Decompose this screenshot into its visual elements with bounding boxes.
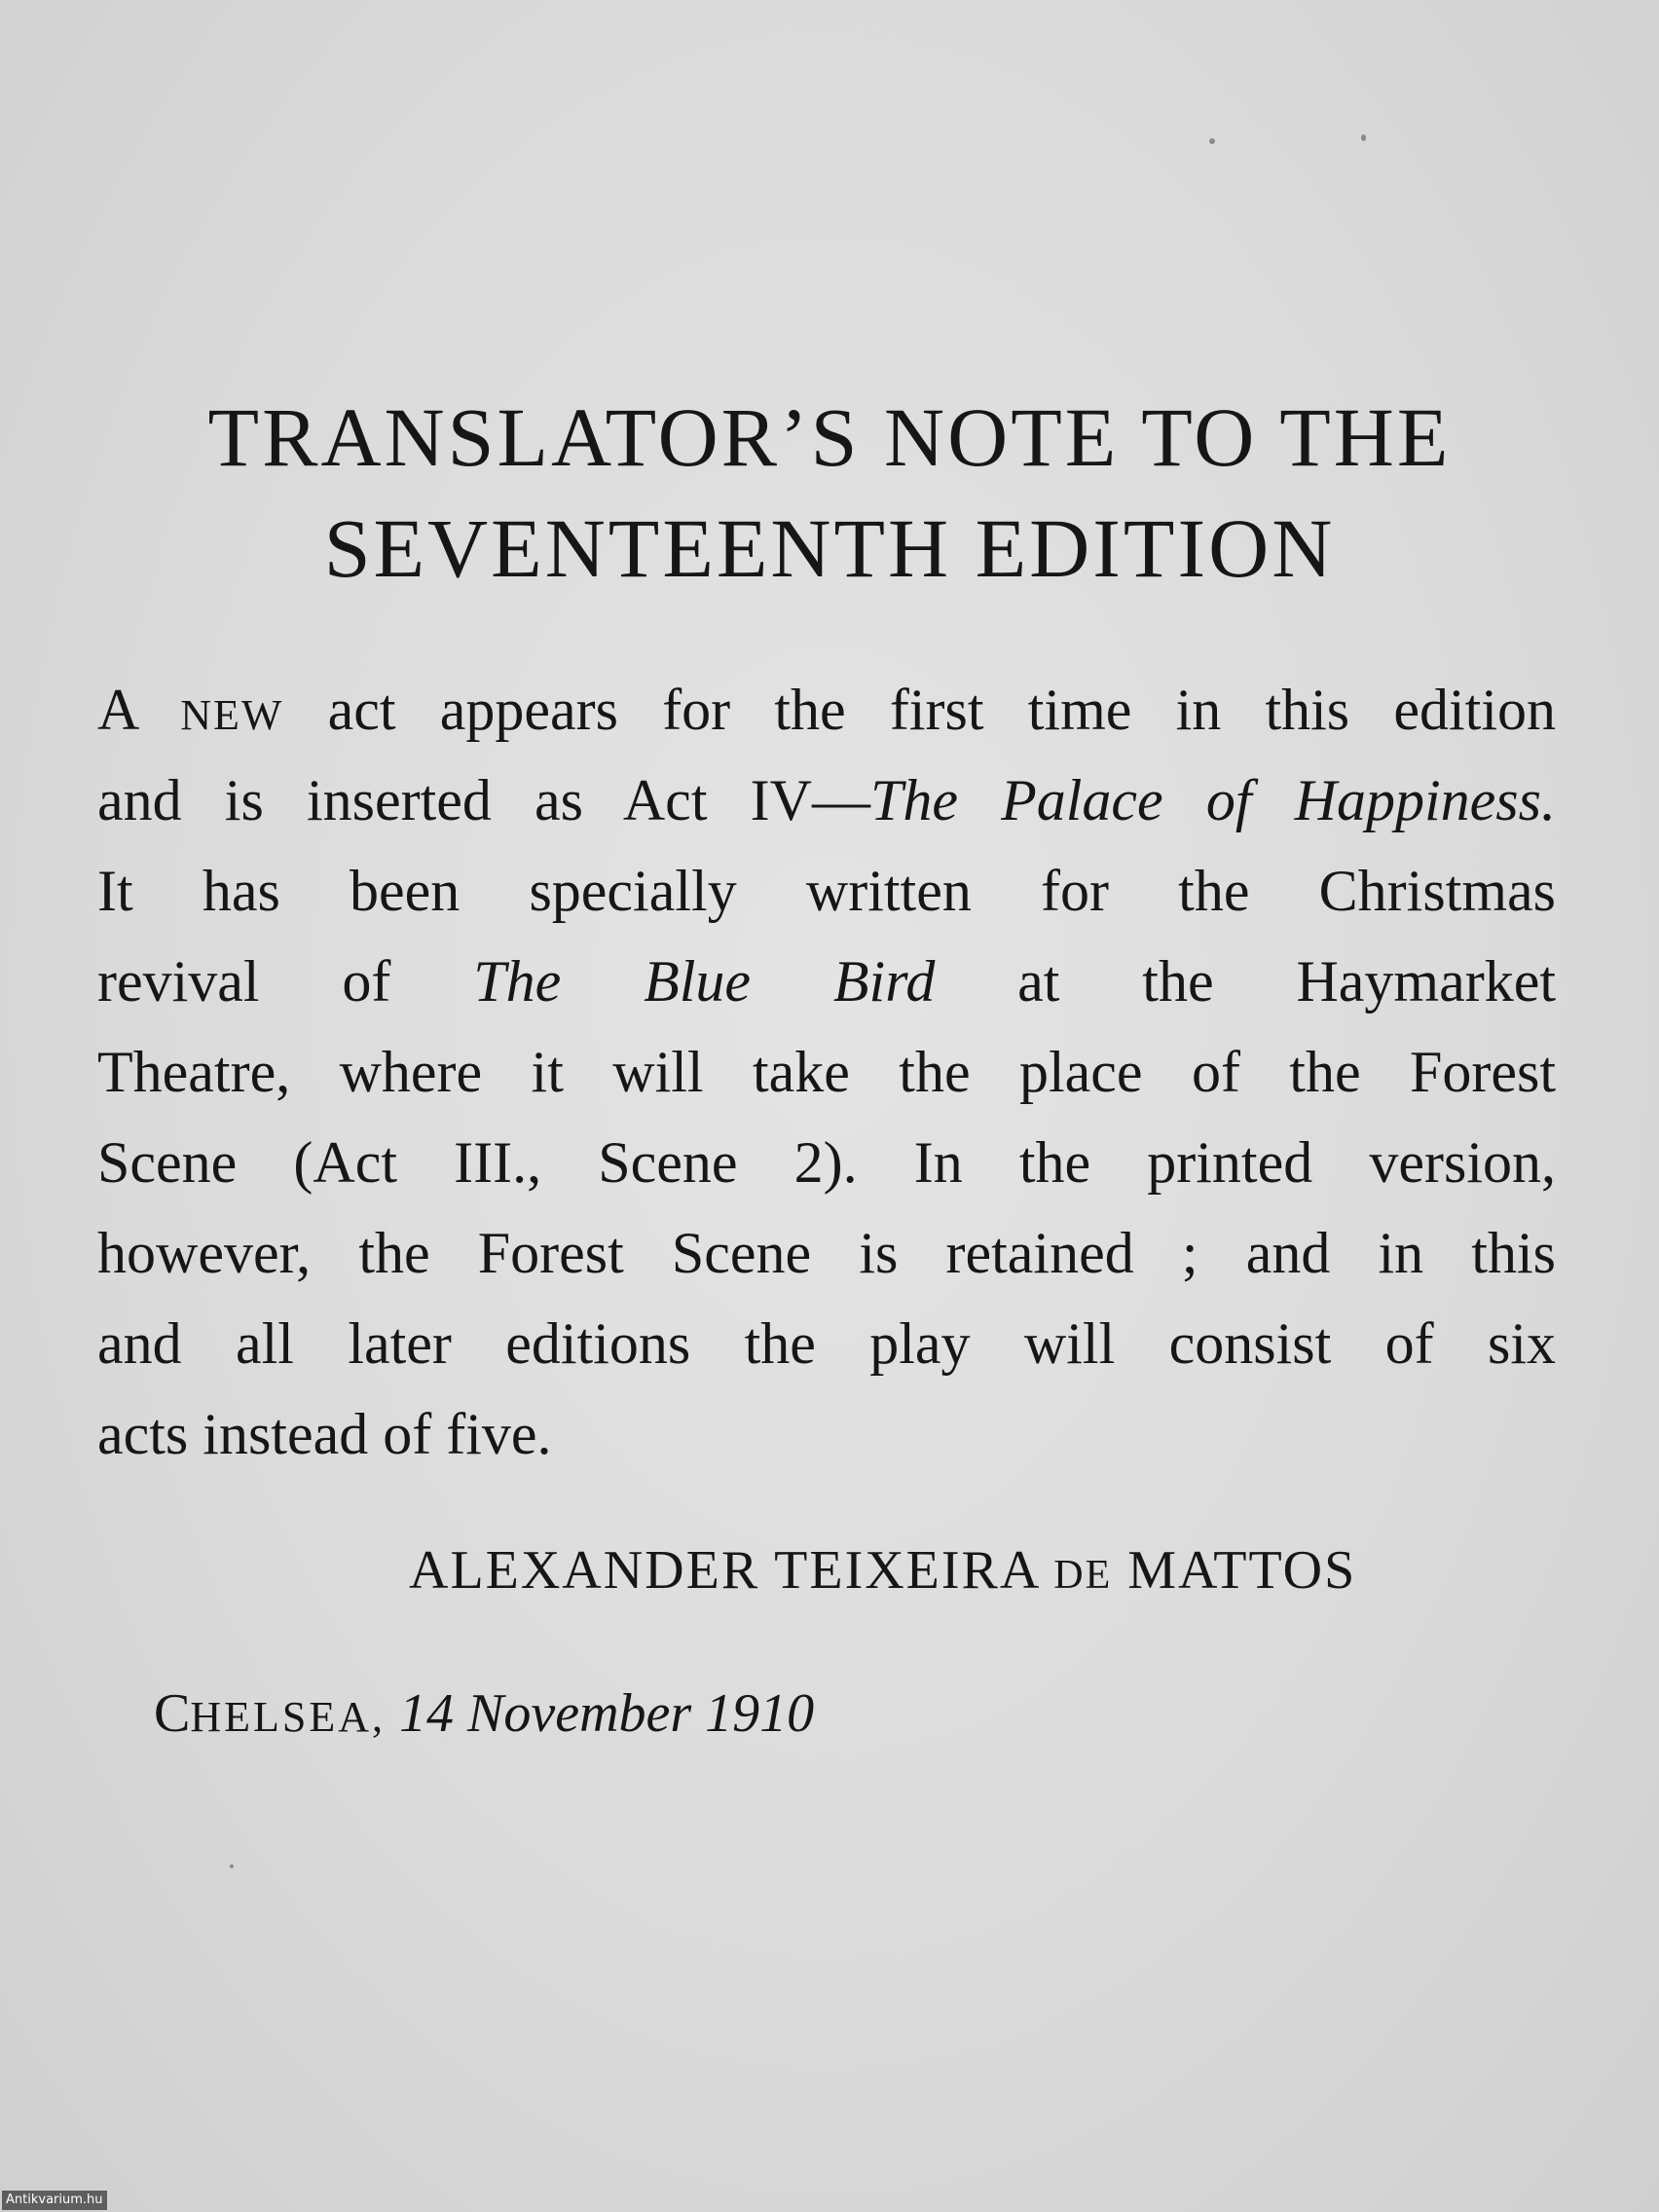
body-line-3: It has been specially written for the Christmas (97, 859, 1556, 923)
paper-speck (1209, 138, 1215, 144)
body-line-2: and is inserted as Act IV—The Palace of Happiness. (97, 768, 1556, 832)
body-line-9: acts instead of five. (97, 1402, 552, 1466)
body-line-6: Scene (Act III., Scene 2). In the printed version, (97, 1130, 1556, 1195)
body-line-8: and all later editions the play will consist of six (97, 1311, 1556, 1376)
body-line-4: revival of The Blue Bird at the Haymarket (97, 949, 1556, 1014)
play-title: The Blue Bird (473, 949, 936, 1014)
note-body (97, 665, 1556, 1480)
body-line-1: A NEW act appears for the first time in this edition (97, 678, 1556, 742)
place-and-date: CHELSEA, 14 November 1910 (154, 1683, 815, 1744)
page-title (0, 382, 1659, 604)
title-line-2: SEVENTEENTH EDITION (323, 501, 1336, 595)
paper-speck (230, 1864, 234, 1868)
title-line-1: TRANSLATOR’S NOTE TO THE (207, 390, 1452, 484)
paper-speck (1361, 134, 1366, 141)
date: 14 November 1910 (399, 1683, 815, 1744)
watermark: Antikvarium.hu (2, 2191, 107, 2210)
body-line-7: however, the Forest Scene is retained ; and in this (97, 1221, 1556, 1285)
translator-signature: ALEXANDER TEIXEIRA DE MATTOS (409, 1540, 1357, 1601)
play-act-title: The Palace of Happiness. (869, 768, 1556, 832)
body-line-5: Theatre, where it will take the place of the Forest (97, 1040, 1556, 1104)
